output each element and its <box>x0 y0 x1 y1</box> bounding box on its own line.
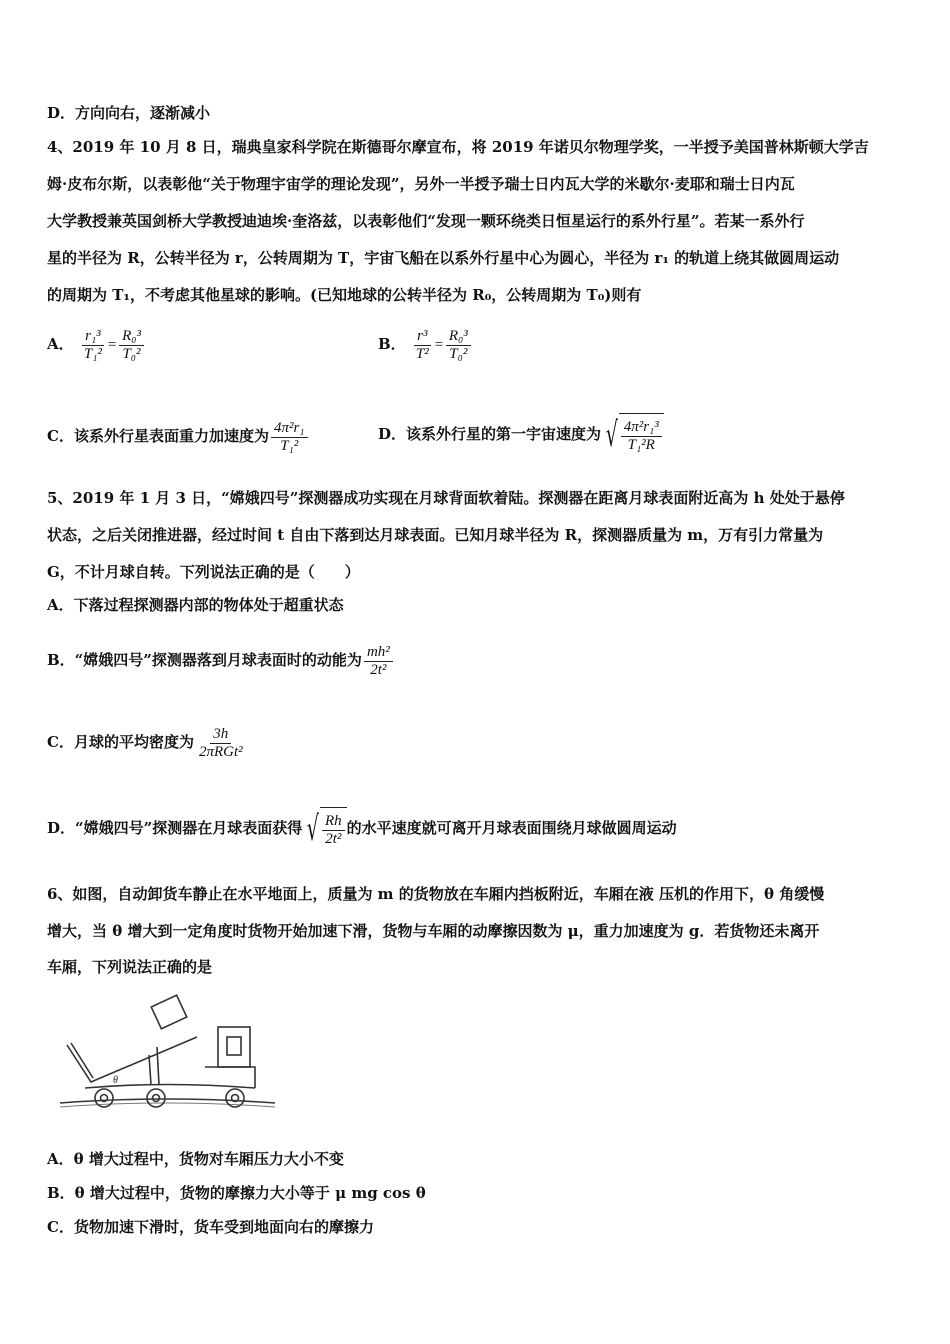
q4-a-right-fraction: $\frac{\text{R₀³}}{\text{T₀²}}$ <box>119 328 144 363</box>
q5-line-3: G，不计月球自转。下列说法正确的是（ ） <box>47 563 360 581</box>
q5-c-fraction: $\frac{3h}{\text{2πRGt²}}$ <box>198 725 243 760</box>
q4-line-3: 大学教授兼英国剑桥大学教授迪迪埃·奎洛兹，以表彰他们“发现一颗环绕类日恒星运行的系外行星”。若某一系外行 <box>47 212 805 230</box>
q4-d-sqrt: √ $\frac{\text{4π²r₁³}}{\text{T₁²R}}$ <box>601 413 664 457</box>
q6-option-c: C．货物加速下滑时，货车受到地面向右的摩擦力 <box>47 1218 374 1236</box>
truck-cab <box>218 1027 250 1067</box>
q5-option-a: A．下落过程探测器内部的物体处于超重状态 <box>47 596 344 614</box>
q5-option-c: C．月球的平均密度为 $\frac{3h}{\text{2πRGt²}}$ <box>47 714 248 770</box>
q5-option-d: D．“嫦娥四号”探测器在月球表面获得 √ $\frac{Rh}{\text{2t²}}$ 的水平速度就可离开月球表面围绕月球做圆周运动 <box>47 809 677 849</box>
cargo-box <box>151 995 187 1029</box>
q4-line-2: 姆·皮布尔斯，以表彰他“关于物理宇宙学的理论发现”，另外一半授予瑞士日内瓦大学的米歇尔·麦耶和瑞士日内瓦 <box>47 175 795 193</box>
q5-b-fraction: $\frac{\text{mh²}}{\text{2t²}}$ <box>364 644 393 679</box>
q4-b-left-fraction: $\frac{\text{r³}}{\text{T²}}$ <box>415 327 429 362</box>
q4-line-1: 4、2019 年 10 月 8 日，瑞典皇家科学院在斯德哥尔摩宣布，将 2019 年诺贝尔物理学奖，一半授予美国普林斯顿大学吉 <box>47 138 869 156</box>
q4-b-right-fraction: $\frac{\text{R₀³}}{\text{T₀²}}$ <box>446 328 471 363</box>
q4-option-c: C．该系外行星表面重力加速度为 $\frac{\text{4π²r₁}}{\text{T₁²}}$ <box>47 408 310 464</box>
q6-option-b: B．θ 增大过程中，货物的摩擦力大小等于 μ mg cos θ <box>47 1184 426 1202</box>
q3-option-d: D．方向向右，逐渐减小 <box>47 104 211 122</box>
q4-c-fraction: $\frac{\text{4π²r₁}}{\text{T₁²}}$ <box>271 420 308 455</box>
q5-line-1: 5、2019 年 1 月 3 日，“嫦娥四号”探测器成功实现在月球背面软着陆。探测器在距离月球表面附近高为 h 处处于悬停 <box>47 489 845 507</box>
q4-option-d: D．该系外行星的第一宇宙速度为 √ $\frac{\text{4π²r₁³}}{\text{T₁²R}}$ <box>378 404 664 464</box>
q6-line-3: 车厢，下列说法正确的是 <box>47 958 213 976</box>
q5-option-b: B．“嫦娥四号”探测器落到月球表面时的动能为 $\frac{\text{mh²}}{\text{2t²}}$ <box>47 632 395 688</box>
q6-option-a: A．θ 增大过程中，货物对车厢压力大小不变 <box>47 1150 344 1168</box>
q4-line-4: 星的半径为 R，公转半径为 r，公转周期为 T，宇宙飞船在以系外行星中心为圆心，半径为 r₁ 的轨道上绕其做圆周运动 <box>47 249 840 267</box>
q4-option-b: B． $\frac{\text{r³}}{\text{T²}}$ = $\frac{\text{R₀³}}{\text{T₀²}}$ <box>378 320 473 369</box>
q6-line-1: 6、如图，自动卸货车静止在水平地面上，质量为 m 的货物放在车厢内挡板附近，车厢在液 压机的作用下，θ 角缓慢 <box>47 885 825 903</box>
q6-line-2: 增大，当 θ 增大到一定角度时货物开始加速下滑，货物与车厢的动摩擦因数为 μ，重力加速度为 g．若货物还未离开 <box>47 922 820 940</box>
q4-option-a: A． $\frac{\text{r₁³}}{\text{T₁²}}$ = $\frac{\text{R₀³}}{\text{T₀²}}$ <box>47 320 146 369</box>
dump-truck-figure <box>55 985 280 1120</box>
theta-label: θ <box>113 1075 118 1086</box>
wheel <box>147 1089 165 1107</box>
q4-line-5: 的周期为 T₁，不考虑其他星球的影响。(已知地球的公转半径为 R₀，公转周期为 T₀)则有 <box>47 286 642 304</box>
q4-a-left-fraction: $\frac{\text{r₁³}}{\text{T₁²}}$ <box>83 327 102 362</box>
truck-bed <box>67 1037 197 1082</box>
q5-line-2: 状态，之后关闭推进器，经过时间 t 自由下落到达月球表面。已知月球半径为 R，探测器质量为 m，万有引力常量为 <box>47 526 824 544</box>
q5-d-sqrt: √ $\frac{Rh}{\text{2t²}}$ <box>302 807 346 851</box>
